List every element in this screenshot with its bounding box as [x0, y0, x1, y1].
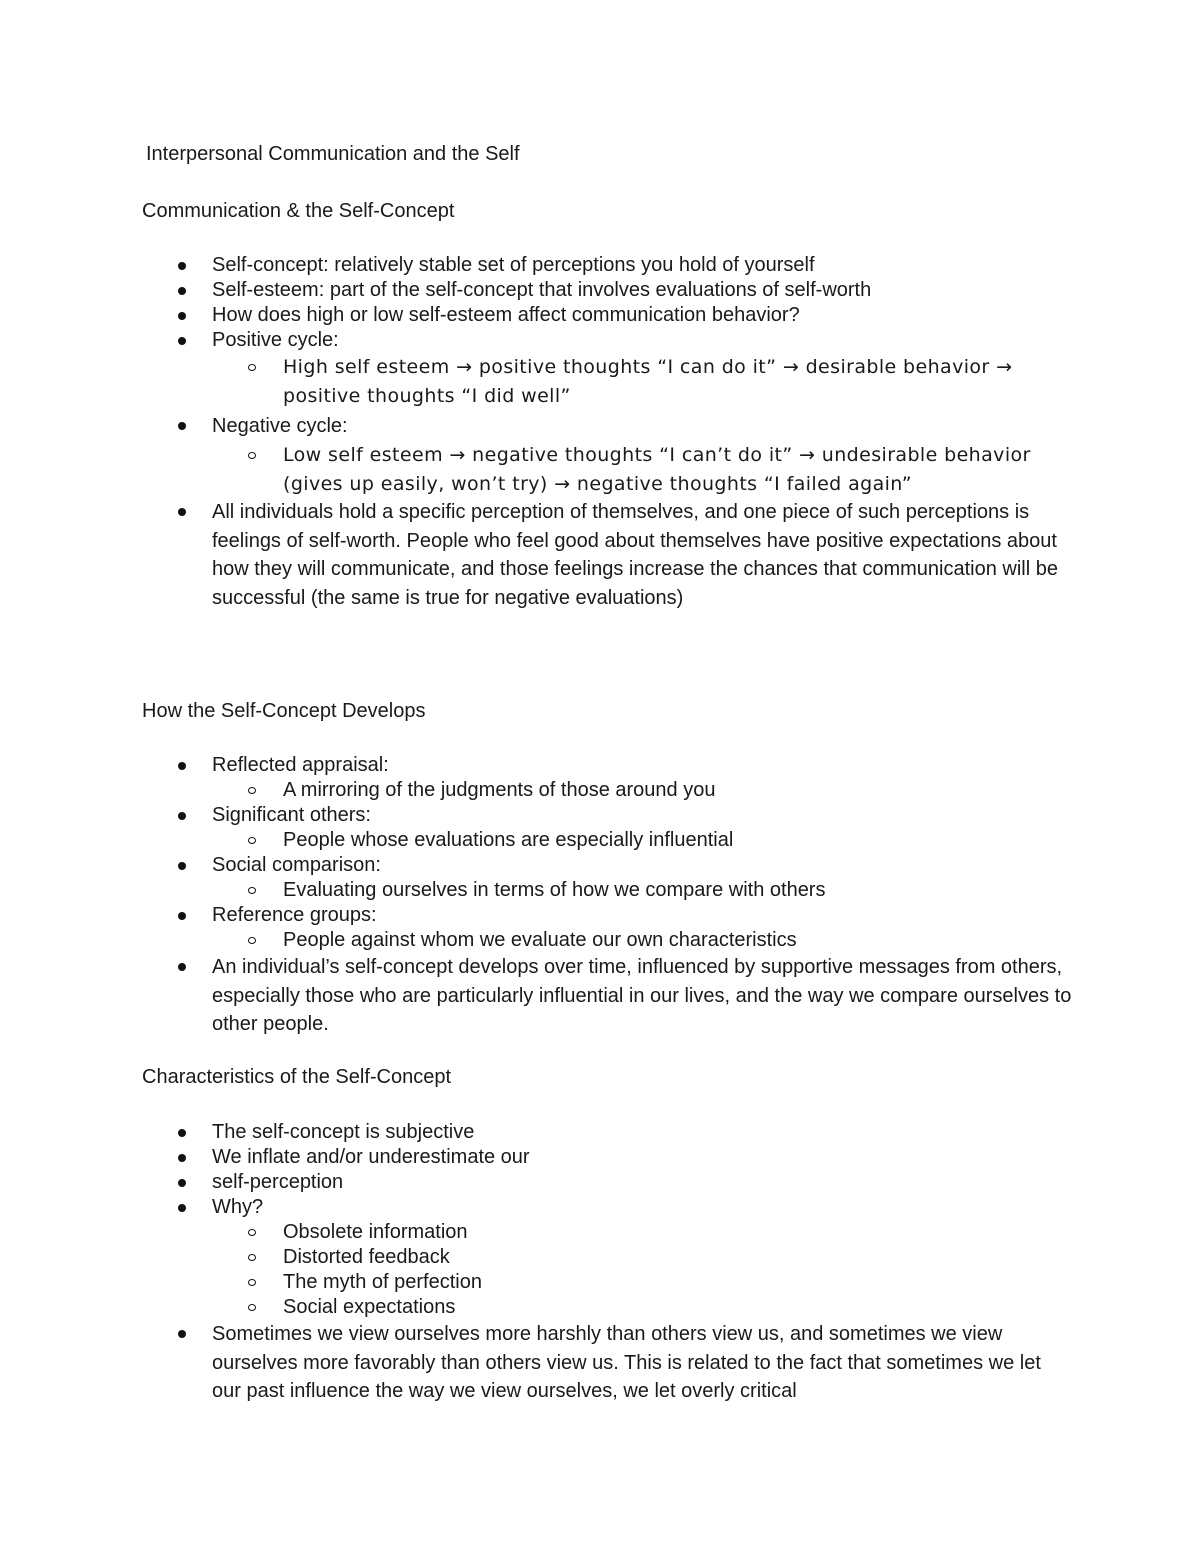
bullet-icon [178, 287, 186, 295]
circle-bullet-icon [248, 1254, 256, 1261]
list-item-text: An individual’s self-concept develops over time, influenced by supportive messages from others, especially those who are particularly influential in our lives, and the way we compare ourselves to other people. [212, 956, 1072, 1035]
list-item-text: Sometimes we view ourselves more harshly than others view us, and sometimes we view ourselves more favorably than others view us. This is related to the fact that sometimes we let our past influence the way we view ourselves, we let overly critical [212, 1323, 1041, 1402]
bullet-icon [178, 508, 186, 516]
sub-list-item-text: Social expectations [283, 1296, 456, 1318]
list-item-text: Social comparison: [212, 854, 381, 876]
bullet-icon [178, 812, 186, 820]
list-item [0, 328, 1072, 353]
list-item [0, 903, 1072, 928]
sub-list-item-text: Distorted feedback [283, 1246, 450, 1268]
sub-list-item [0, 1220, 1063, 1245]
bullet-icon [178, 762, 186, 770]
bullet-icon [178, 862, 186, 870]
section-heading: Characteristics of the Self-Concept [142, 1066, 452, 1088]
list-item-text: Positive cycle: [212, 329, 339, 351]
list-item-text: How does high or low self-esteem affect communication behavior? [212, 304, 800, 326]
list-item-text: We inflate and/or underestimate our [212, 1146, 530, 1168]
circle-bullet-icon [248, 1229, 256, 1236]
list-item [0, 953, 1072, 1039]
list-item-text: The self-concept is subjective [212, 1121, 475, 1143]
sub-list-item [0, 441, 1063, 498]
circle-bullet-icon [248, 887, 256, 894]
sub-list-item-text: Evaluating ourselves in terms of how we compare with others [283, 879, 826, 901]
bullet-icon [178, 1179, 186, 1187]
list-item [0, 753, 1072, 778]
list-item [0, 278, 1072, 303]
sub-list-item-text: Low self esteem → negative thoughts “I can’t do it” → undesirable behavior (gives up easily, won’t try) → negative thoughts “I failed again” [283, 443, 1031, 495]
bullet-icon [178, 1129, 186, 1137]
circle-bullet-icon [248, 452, 256, 459]
bullet-icon [178, 312, 186, 320]
sub-list-item-text: People against whom we evaluate our own characteristics [283, 929, 797, 951]
list-item-text: Reference groups: [212, 904, 377, 926]
sub-list-item [0, 878, 1063, 903]
bullet-icon [178, 1330, 186, 1338]
circle-bullet-icon [248, 937, 256, 944]
sub-list-item-text: High self esteem → positive thoughts “I can do it” → desirable behavior → positive thoughts “I did well” [283, 356, 1013, 407]
bullet-list [0, 253, 1200, 612]
section-heading: How the Self-Concept Develops [142, 700, 426, 722]
section-heading: Communication & the Self-Concept [142, 200, 455, 222]
sub-list-item [0, 1270, 1063, 1295]
list-item-text: self-perception [212, 1171, 344, 1193]
sub-list-item-text: People whose evaluations are especially influential [283, 829, 734, 851]
list-item [0, 498, 1072, 612]
list-item-text: Self-concept: relatively stable set of perceptions you hold of yourself [212, 254, 815, 276]
circle-bullet-icon [248, 837, 256, 844]
list-item [0, 303, 1072, 328]
document-title: Interpersonal Communication and the Self [146, 143, 520, 165]
bullet-icon [178, 912, 186, 920]
sub-list-item [0, 778, 1063, 803]
bullet-icon [178, 422, 186, 430]
list-item [0, 1145, 1072, 1170]
sub-list-item [0, 928, 1063, 953]
sub-list-item-text: A mirroring of the judgments of those around you [283, 779, 716, 801]
circle-bullet-icon [248, 1279, 256, 1286]
circle-bullet-icon [248, 364, 256, 371]
bullet-list [0, 753, 1200, 1039]
bullet-icon [178, 1204, 186, 1212]
list-item [0, 1320, 1072, 1406]
list-item [0, 1170, 1072, 1195]
list-item-text: Reflected appraisal: [212, 754, 389, 776]
bullet-icon [178, 337, 186, 345]
list-item-text: Why? [212, 1196, 264, 1218]
sub-list-item-text: The myth of perfection [283, 1271, 482, 1293]
list-item [0, 803, 1072, 828]
sub-list-item [0, 353, 1063, 410]
sub-list-item [0, 1245, 1063, 1270]
sub-list-item [0, 828, 1063, 853]
list-item [0, 412, 1072, 441]
bullet-icon [178, 963, 186, 971]
bullet-icon [178, 262, 186, 270]
list-item-text: Negative cycle: [212, 415, 348, 438]
sub-list-item [0, 1295, 1063, 1320]
circle-bullet-icon [248, 1304, 256, 1311]
list-item-text: All individuals hold a specific perception of themselves, and one piece of such perceptions is feelings of self-worth. People who feel good about themselves have positive expectations about how they will communicate, and those feelings increase the chances that communication will be successful (the same is true for negative evaluations) [212, 501, 1058, 609]
bullet-icon [178, 1154, 186, 1162]
circle-bullet-icon [248, 787, 256, 794]
list-item [0, 853, 1072, 878]
list-item [0, 1120, 1072, 1145]
list-item [0, 253, 1072, 278]
list-item-text: Self-esteem: part of the self-concept that involves evaluations of self-worth [212, 279, 872, 301]
list-item-text: Significant others: [212, 804, 371, 826]
sub-list-item-text: Obsolete information [283, 1221, 468, 1243]
list-item [0, 1195, 1072, 1220]
bullet-list [0, 1120, 1200, 1406]
